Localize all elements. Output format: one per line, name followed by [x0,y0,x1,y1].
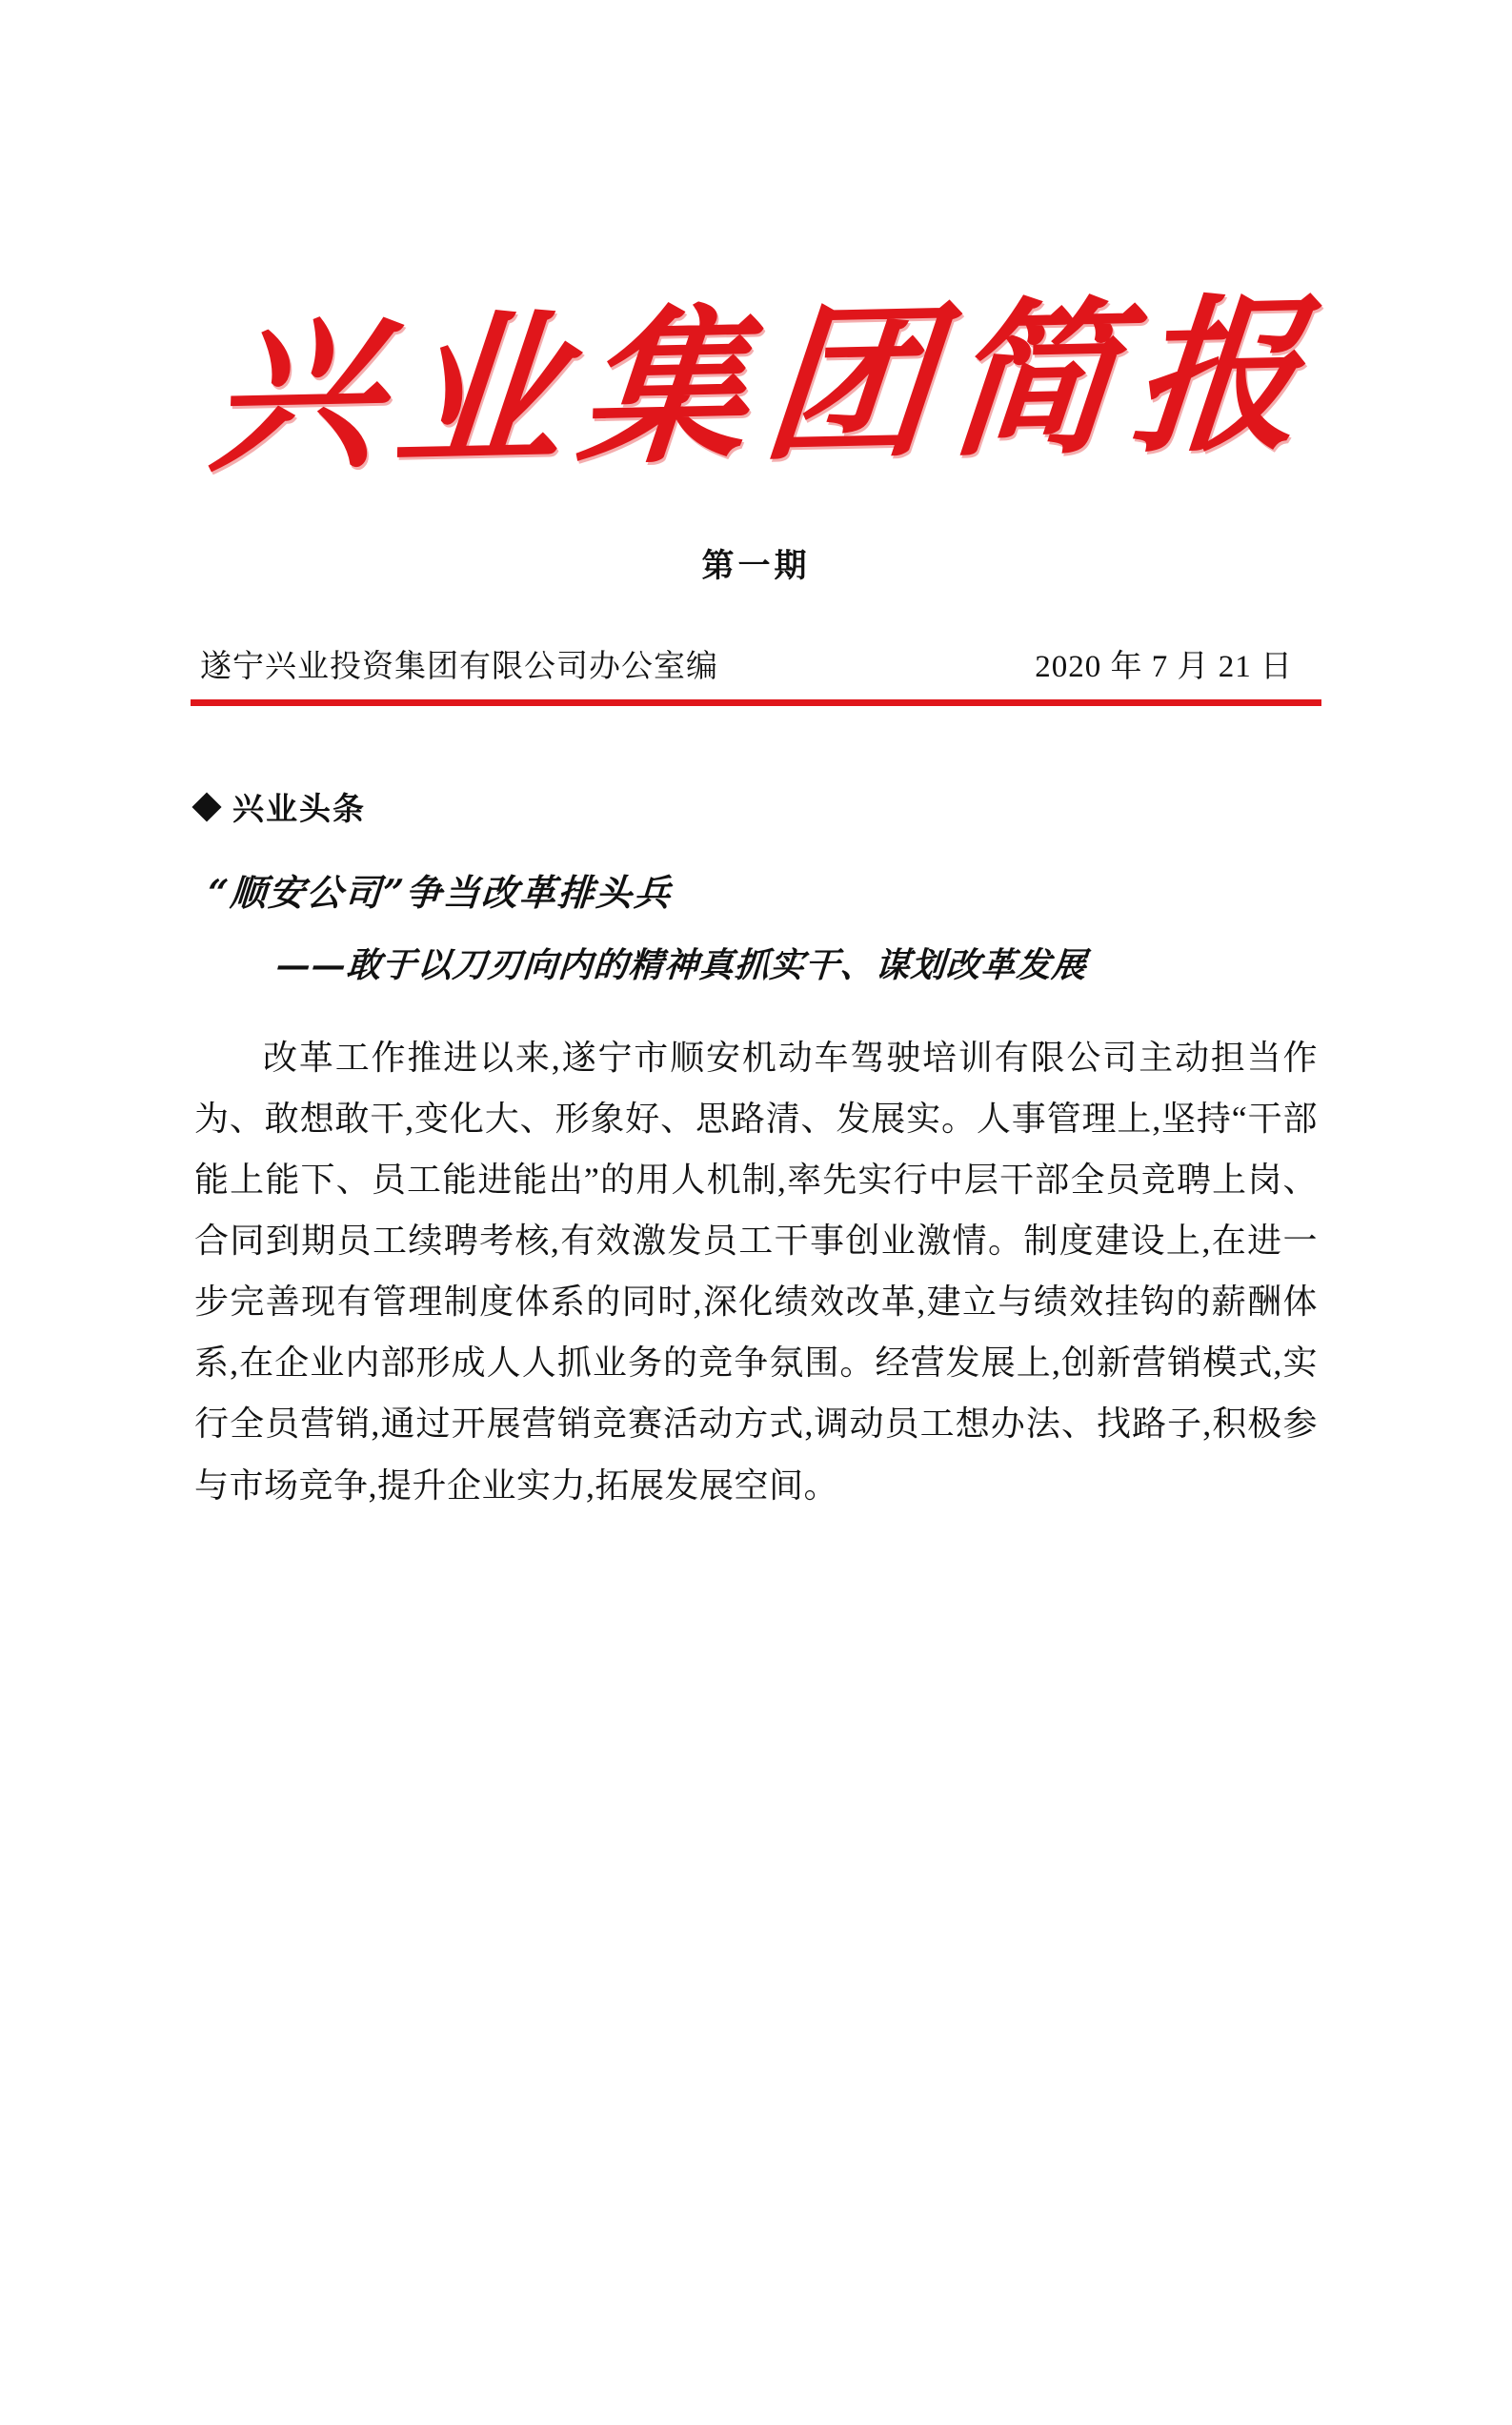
masthead [191,276,1326,495]
diamond-icon [192,792,221,821]
article-body: 改革工作推进以来,遂宁市顺安机动车驾驶培训有限公司主动担当作为、敢想敢干,变化大、形象好、思路清、发展实。人事管理上,坚持“干部能上能下、员工能进能出”的用人机制,率先实行中层干部全员竞聘上岗、合同到期员工续聘考核,有效激发员工干事创业激情。制度建设上,在进一步完善现有管理制度体系的同时,深化绩效改革,建立与绩效挂钩的薪酬体系,在企业内部形成人人抓业务的竞争氛围。经营发展上,创新营销模式,实行全员营销,通过开展营销竞赛活动方式,调动员工想办法、找路子,积极参与市场竞争,提升企业实力,拓展发展空间。 [194,1039,1318,1505]
publisher-name: 遂宁兴业投资集团有限公司办公室编 [200,650,718,684]
article-headline: “顺安公司”争当改革排头兵 [206,871,675,914]
article-subheadline: ——敢于以刀刃向内的精神真抓实干、谋划改革发展 [274,945,1089,985]
red-divider-rule [191,699,1321,706]
masthead-title: 兴业集团简报 [203,276,1326,495]
publication-meta [191,641,1321,686]
section-header [191,784,1321,829]
publication-date: 2020 年 7 月 21 日 [1035,650,1293,684]
section-label: 兴业头条 [232,793,366,827]
issue-number: 第一期 [701,549,811,584]
document-page [0,276,1512,2425]
